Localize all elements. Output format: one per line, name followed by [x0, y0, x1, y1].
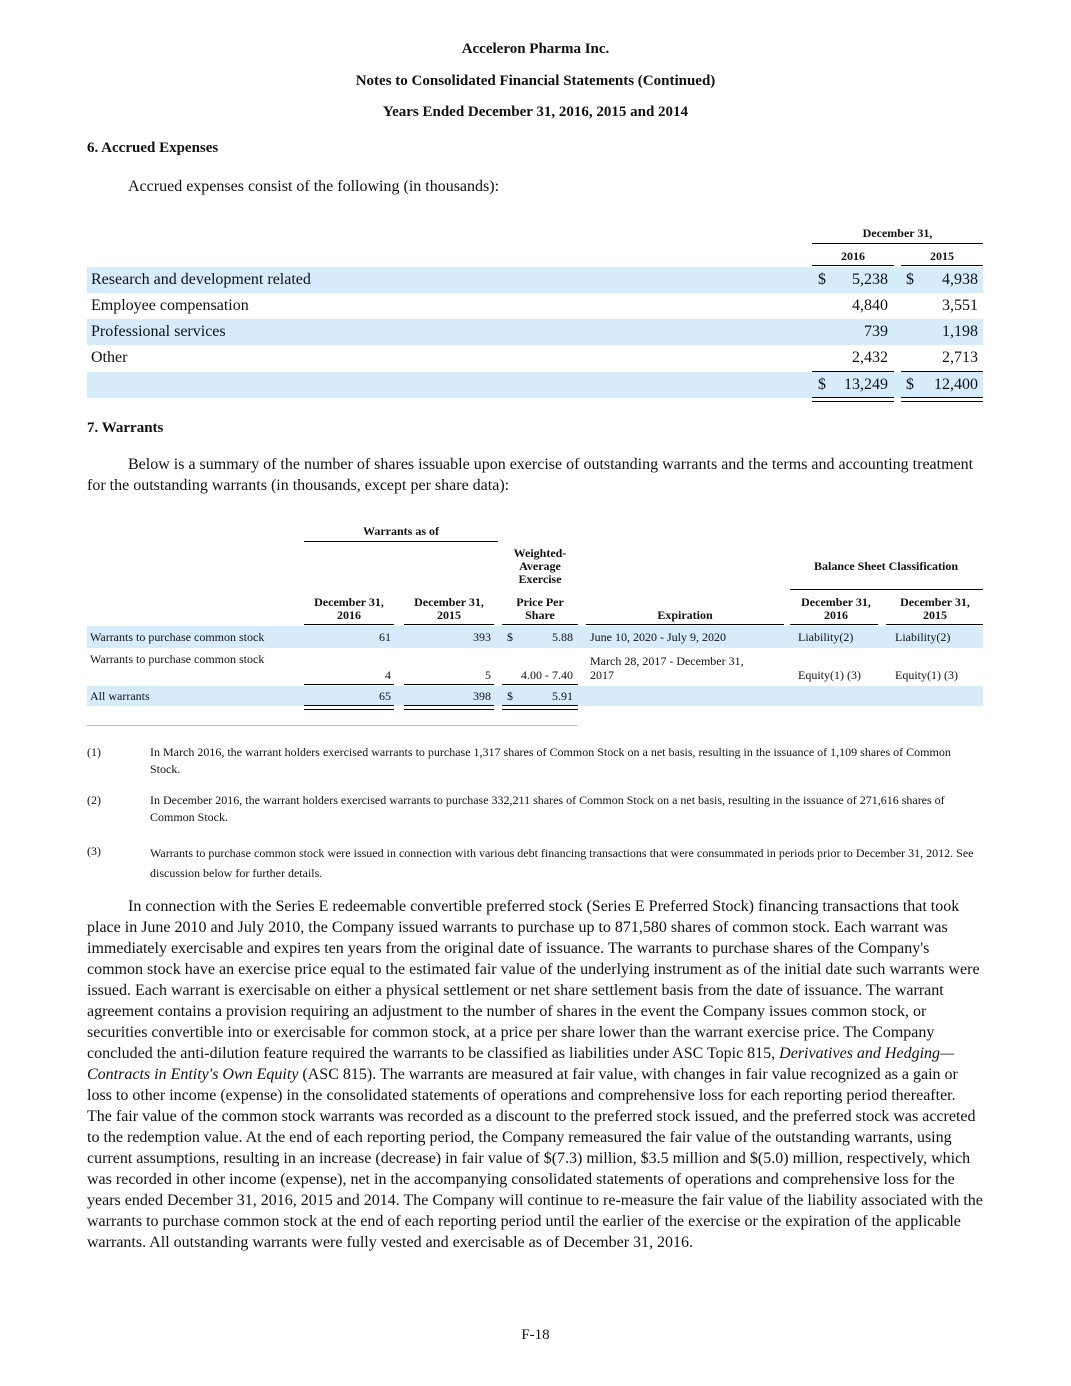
paragraph-italic-title: Derivatives and Hedging—Contracts in Entity's Own Equity	[87, 1045, 955, 1083]
table-row	[87, 293, 983, 319]
col-header-dec-2016: December 31, 2016	[314, 595, 384, 622]
expiration: March 28, 2017 - December 31,	[590, 654, 744, 668]
col-header-price-per-share: Price Per Share	[516, 595, 564, 622]
total-double-rule	[502, 705, 578, 710]
value-2015: 3,551	[942, 297, 978, 314]
value-2016: 4,840	[852, 297, 888, 314]
total-double-rule	[901, 397, 983, 402]
total-row	[87, 372, 983, 398]
header-rule	[790, 624, 878, 625]
row-label: Warrants to purchase common stock	[90, 630, 265, 644]
subtotal-rule	[304, 684, 394, 685]
total-row	[87, 686, 983, 706]
price-range: 4.00 - 7.40	[521, 668, 573, 682]
header-rule	[812, 265, 894, 266]
warrants-heading: 7. Warrants	[87, 420, 164, 436]
header-rule	[304, 541, 498, 542]
warrants-intro: Below is a summary of the number of shares issuable upon exercise of outstanding warrants and the terms and accounting treatment for the outstanding warrants (in thousands, except per share data):	[87, 456, 974, 494]
header-rule	[901, 265, 983, 266]
header-rule	[304, 624, 394, 625]
footnote-number: (1)	[87, 745, 101, 759]
col-group-december-31: December 31,	[862, 226, 933, 240]
table-row	[87, 267, 983, 293]
classification-2015: Liability(2)	[895, 630, 951, 644]
col-header-2016: 2016	[841, 249, 865, 263]
currency-symbol: $	[906, 271, 914, 288]
value-2015: 1,198	[942, 323, 978, 340]
classification-2016: Equity(1) (3)	[798, 668, 861, 682]
value-dec-2016: 61	[379, 630, 391, 644]
currency-symbol: $	[906, 376, 914, 393]
price-per-share: 5.88	[552, 630, 573, 644]
footnote-text: In March 2016, the warrant holders exercised warrants to purchase 1,317 shares of Common Stock on a net basis, resulting in the issuance of 1,109 shares of Common Stock.	[150, 745, 951, 776]
header-rule	[502, 624, 578, 625]
footnote-text: In December 2016, the warrant holders exercised warrants to purchase 332,211 shares of Common Stock on a net basis, resulting in the issuance of 271,616 shares of Common Stock.	[150, 793, 945, 824]
footnote-number: (2)	[87, 793, 101, 807]
total-2016: 13,249	[844, 376, 888, 393]
col-header-weighted-average: Weighted-Average Exercise	[513, 546, 567, 586]
currency-symbol: $	[818, 376, 826, 393]
statement-subtitle: Notes to Consolidated Financial Statements (Continued)	[355, 73, 716, 89]
warrants-discussion-paragraph	[87, 896, 984, 1253]
paragraph-text: (ASC 815). The warrants are measured at fair value, with changes in fair value recognized as a gain or loss to other income (expense) in the consolidated statements of operations and comprehensive loss for each reporting period thereafter. The fair value of the common stock warrants was recorded as a discount to the preferred stock issued, and the preferred stock was accreted to the redemption value. At the end of each reporting period, the Company remeasured the fair value of the outstanding warrants, using current assumptions, resulting in an increase (decrease) in fair value of $(7.3) million, $3.5 million and $(5.0) million, respectively, which was recorded in other income (expense), net in the accompanying consolidated statements of operations and comprehensive loss for the years ended December 31, 2016, 2015 and 2014. The Company will continue to re-measure the fair value of the liability associated with the warrants to purchase common stock at the end of each reporting period until the earlier of the exercise or the expiration of the applicable warrants. All outstanding warrants were fully vested and exercisable as of December 31, 2016.	[87, 1066, 983, 1251]
row-label: Other	[91, 349, 128, 366]
table-row	[87, 319, 983, 345]
value-dec-2016: 4	[385, 668, 391, 682]
value-2016: 2,432	[852, 349, 888, 366]
total-2015: 12,400	[934, 376, 978, 393]
col-header-expiration: Expiration	[657, 608, 713, 622]
company-name: Acceleron Pharma Inc.	[461, 41, 610, 57]
value-dec-2015: 393	[473, 630, 491, 644]
table-row	[87, 650, 983, 684]
classification-2016: Liability(2)	[798, 630, 854, 644]
row-label: Professional services	[91, 323, 226, 340]
value-2016: 739	[864, 323, 888, 340]
total-price-per-share: 5.91	[552, 689, 573, 703]
row-label: Warrants to purchase common stock	[90, 652, 265, 666]
col-group-warrants-as-of: Warrants as of	[363, 524, 439, 538]
expiration: 2017	[590, 668, 614, 682]
table-row	[87, 626, 983, 648]
statement-period: Years Ended December 31, 2016, 2015 and 2014	[382, 104, 689, 120]
value-2016: 5,238	[852, 271, 888, 288]
col-header-2015: 2015	[930, 249, 954, 263]
footnote-text: Warrants to purchase common stock were issued in connection with various debt financing transactions that were consummated in periods prior to December 31, 2012. See discussion below for further details.	[150, 846, 974, 880]
currency-symbol: $	[818, 271, 826, 288]
currency-symbol: $	[507, 689, 513, 703]
table-row	[87, 345, 983, 371]
row-label: Research and development related	[91, 271, 311, 288]
row-label: All warrants	[90, 689, 150, 703]
currency-symbol: $	[507, 630, 513, 644]
header-rule	[404, 624, 494, 625]
col-header-dec-2015: December 31, 2015	[414, 595, 484, 622]
row-label: Employee compensation	[91, 297, 249, 314]
total-double-rule	[404, 705, 494, 710]
header-rule	[812, 243, 983, 244]
footnote-number: (3)	[87, 844, 101, 858]
col-header-bs-2016: December 31, 2016	[801, 595, 871, 622]
total-double-rule	[812, 397, 894, 402]
page-number: F-18	[521, 1327, 550, 1343]
total-dec-2015: 398	[473, 689, 491, 703]
total-double-rule	[304, 705, 394, 710]
subtotal-rule	[502, 684, 578, 685]
header-rule	[886, 624, 983, 625]
accrued-expenses-heading: 6. Accrued Expenses	[87, 140, 219, 156]
col-header-bs-2015: December 31, 2015	[900, 595, 970, 622]
accrued-expenses-intro: Accrued expenses consist of the following (in thousands):	[128, 178, 500, 195]
classification-2015: Equity(1) (3)	[895, 668, 958, 682]
value-dec-2015: 5	[485, 668, 491, 682]
footnote-separator	[87, 725, 577, 726]
subtotal-rule	[404, 684, 494, 685]
col-group-balance-sheet: Balance Sheet Classification	[814, 559, 958, 573]
header-rule	[790, 589, 983, 590]
value-2015: 4,938	[942, 271, 978, 288]
expiration: June 10, 2020 - July 9, 2020	[590, 630, 726, 644]
value-2015: 2,713	[942, 349, 978, 366]
total-dec-2016: 65	[379, 689, 391, 703]
header-rule	[586, 624, 784, 625]
paragraph-text: In connection with the Series E redeemable convertible preferred stock (Series E Preferred Stock) financing transactions that took place in June 2010 and July 2010, the Company issued warrants to purchase up to 871,580 shares of common stock. Each warrant was immediately exercisable and expires ten years from the original date of issuance. The warrants to purchase shares of the Company's common stock have an exercise price equal to the estimated fair value of the underlying instrument as of the initial date such warrants were issued. Each warrant is exercisable on either a physical settlement or net share settlement basis from the date of issuance. The warrant agreement contains a provision requiring an adjustment to the number of shares in the event the Company issues common stock, or securities convertible into or exercisable for common stock, at a price per share lower than the warrant exercise price. The Company concluded the anti-dilution feature required the warrants to be classified as liabilities under ASC Topic 815,	[87, 898, 980, 1062]
